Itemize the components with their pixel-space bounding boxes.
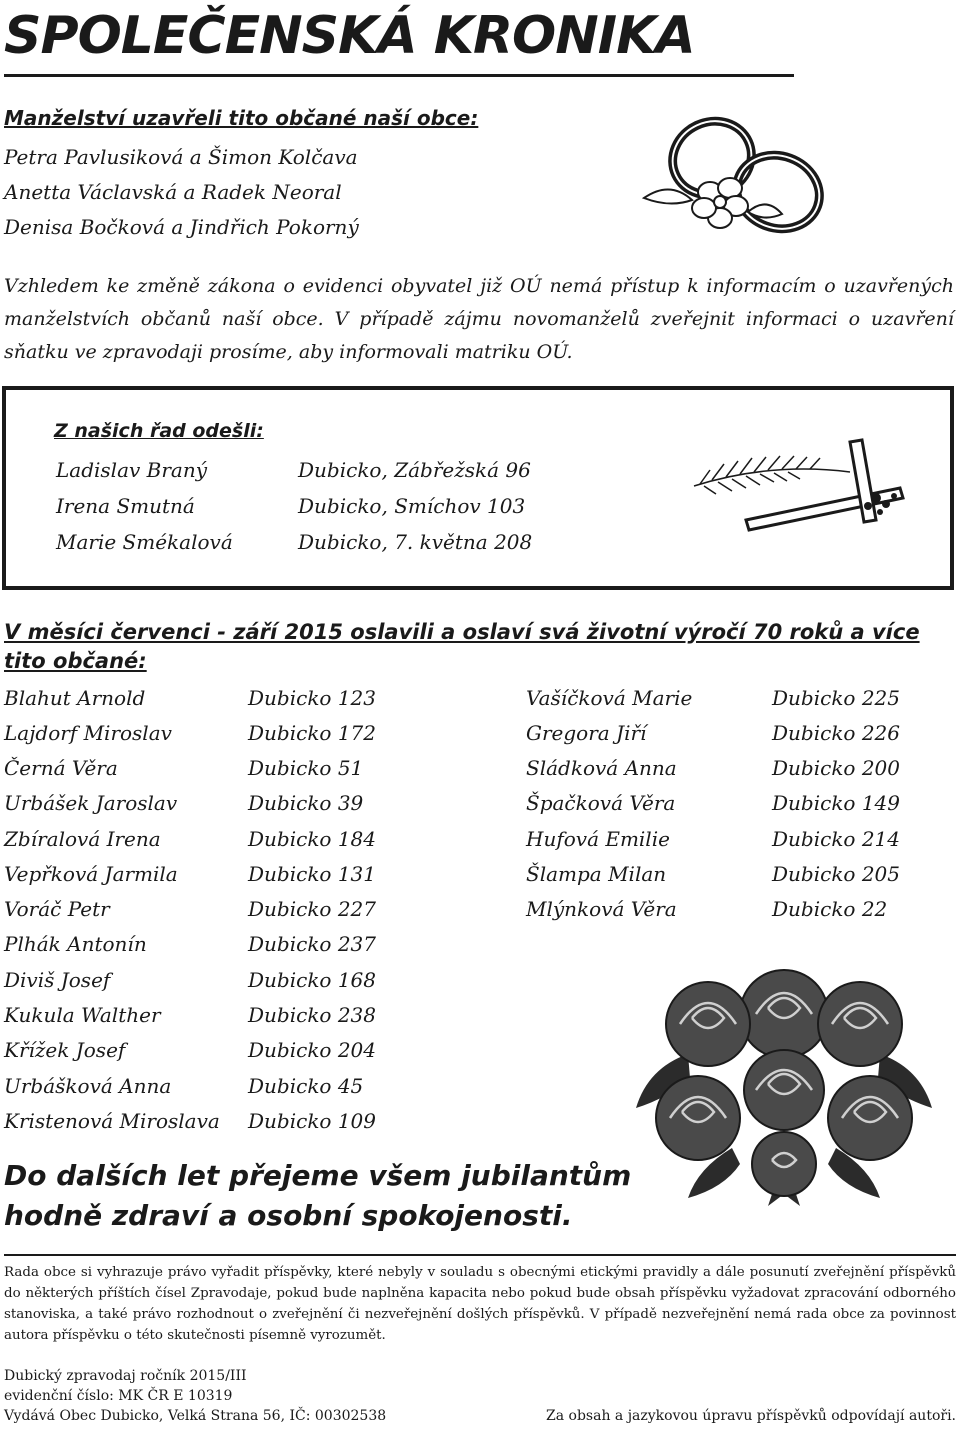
wedding-rings-icon xyxy=(640,108,840,240)
jubilant-name: Kristenová Miroslava xyxy=(4,1109,220,1133)
obituary-name: Marie Smékalová xyxy=(56,530,233,554)
author-responsibility-note: Za obsah a jazykovou úpravu příspěvků odpovídají autoři. xyxy=(546,1408,956,1424)
jubilant-address: Dubicko 172 xyxy=(248,721,377,745)
jubilant-address: Dubicko 226 xyxy=(772,721,901,745)
marriage-notice: Vzhledem ke změně zákona o evidenci obyvatel již OÚ nemá přístup k informacím o uzavřených manželstvích občanů naší obce. V případě zájmu novomanželů zveřejnit informaci o uzavření sňatku ve zpravodaji prosíme, aby informovali matriku OÚ. xyxy=(4,275,954,363)
imprint-line-2: evidenční číslo: MK ČR E 10319 xyxy=(4,1388,233,1404)
jubilant-name: Šlampa Milan xyxy=(526,862,667,886)
imprint-line-1: Dubický zpravodaj ročník 2015/III xyxy=(4,1368,247,1384)
jubilant-name: Urbášek Jaroslav xyxy=(4,791,178,815)
editorial-disclaimer: Rada obce si vyhrazuje právo vyřadit příspěvky, které nebyly v souladu s obecnými etickými pravidly a dále posunutí zveřejnění příspěvků do některých příštích čísel Zpravodaje, pokud bude naplněna kapacita nebo pokud bude obsah příspěvku vyžadovat zpracování odborného stanoviska, a také právo rozhodnout o zveřejnění či nezveřejnění došlých příspěvků. V případě nezveřejnění nemá rada obce za povinnost autora příspěvku o této skutečnosti písemně vyrozumět. xyxy=(4,1265,956,1343)
couple-1: Petra Pavlusiková a Šimon Kolčava xyxy=(4,145,358,169)
jubilant-name: Černá Věra xyxy=(4,756,118,780)
imprint-line-3: Vydává Obec Dubicko, Velká Strana 56, IČ: 00302538 xyxy=(4,1408,387,1424)
couple-2: Anetta Václavská a Radek Neoral xyxy=(4,180,342,204)
footer-divider xyxy=(4,1254,956,1256)
obituary-heading: Z našich řad odešli: xyxy=(54,420,264,442)
jubilant-name: Špačková Věra xyxy=(526,791,676,815)
jubilant-address: Dubicko 22 xyxy=(772,897,888,921)
wishes-line-1: Do dalších let přejeme všem jubilantům xyxy=(4,1159,632,1192)
jubilant-address: Dubicko 237 xyxy=(248,932,377,956)
jubilant-name: Gregora Jiří xyxy=(526,721,647,745)
jubilant-name: Blahut Arnold xyxy=(4,686,146,710)
jubilant-name: Sládková Anna xyxy=(526,756,677,780)
jubilee-wishes xyxy=(4,1156,631,1236)
jubilant-address: Dubicko 168 xyxy=(248,968,377,992)
roses-bouquet-icon xyxy=(628,958,940,1210)
jubilant-name: Kukula Walther xyxy=(4,1003,161,1027)
jubilant-name: Hufová Emilie xyxy=(526,827,670,851)
jubilant-address: Dubicko 204 xyxy=(248,1038,377,1062)
jubilant-name: Voráč Petr xyxy=(4,897,110,921)
jubilant-address: Dubicko 109 xyxy=(248,1109,377,1133)
jubilant-address: Dubicko 45 xyxy=(248,1074,364,1098)
jubilant-address: Dubicko 149 xyxy=(772,791,901,815)
wishes-line-2: hodně zdraví a osobní spokojenosti. xyxy=(4,1199,573,1232)
jubilant-name: Vašíčková Marie xyxy=(526,686,693,710)
jubilant-address: Dubicko 225 xyxy=(772,686,901,710)
jubilant-name: Mlýnková Věra xyxy=(526,897,677,921)
page-title: SPOLEČENSKÁ KRONIKA xyxy=(4,6,695,66)
cross-with-palm-icon xyxy=(690,432,920,532)
jubilant-name: Urbášková Anna xyxy=(4,1074,172,1098)
jubilant-address: Dubicko 123 xyxy=(248,686,377,710)
jubilant-address: Dubicko 205 xyxy=(772,862,901,886)
jubilant-address: Dubicko 227 xyxy=(248,897,377,921)
obituary-address: Dubicko, Zábřežská 96 xyxy=(298,458,531,482)
title-underline xyxy=(4,74,794,77)
obituary-address: Dubicko, 7. května 208 xyxy=(298,530,533,554)
jubilant-name: Diviš Josef xyxy=(4,968,111,992)
jubilant-name: Zbíralová Irena xyxy=(4,827,161,851)
jubilant-address: Dubicko 214 xyxy=(772,827,901,851)
jubilant-address: Dubicko 51 xyxy=(248,756,364,780)
obituary-address: Dubicko, Smíchov 103 xyxy=(298,494,526,518)
jubilant-address: Dubicko 131 xyxy=(248,862,377,886)
obituary-name: Ladislav Braný xyxy=(56,458,208,482)
jubilees-heading: V měsíci červenci - září 2015 oslavili a oslaví svá životní výročí 70 roků a více tito občané: xyxy=(4,620,920,673)
jubilant-name: Lajdorf Miroslav xyxy=(4,721,172,745)
couple-3: Denisa Bočková a Jindřich Pokorný xyxy=(4,215,359,239)
jubilant-name: Plhák Antonín xyxy=(4,932,147,956)
jubilant-name: Křížek Josef xyxy=(4,1038,126,1062)
jubilant-address: Dubicko 238 xyxy=(248,1003,377,1027)
jubilant-address: Dubicko 184 xyxy=(248,827,377,851)
jubilant-address: Dubicko 200 xyxy=(772,756,901,780)
jubilant-name: Vepřková Jarmila xyxy=(4,862,178,886)
jubilant-address: Dubicko 39 xyxy=(248,791,364,815)
marriages-heading: Manželství uzavřeli tito občané naší obce: xyxy=(4,106,479,130)
obituary-name: Irena Smutná xyxy=(56,494,195,518)
